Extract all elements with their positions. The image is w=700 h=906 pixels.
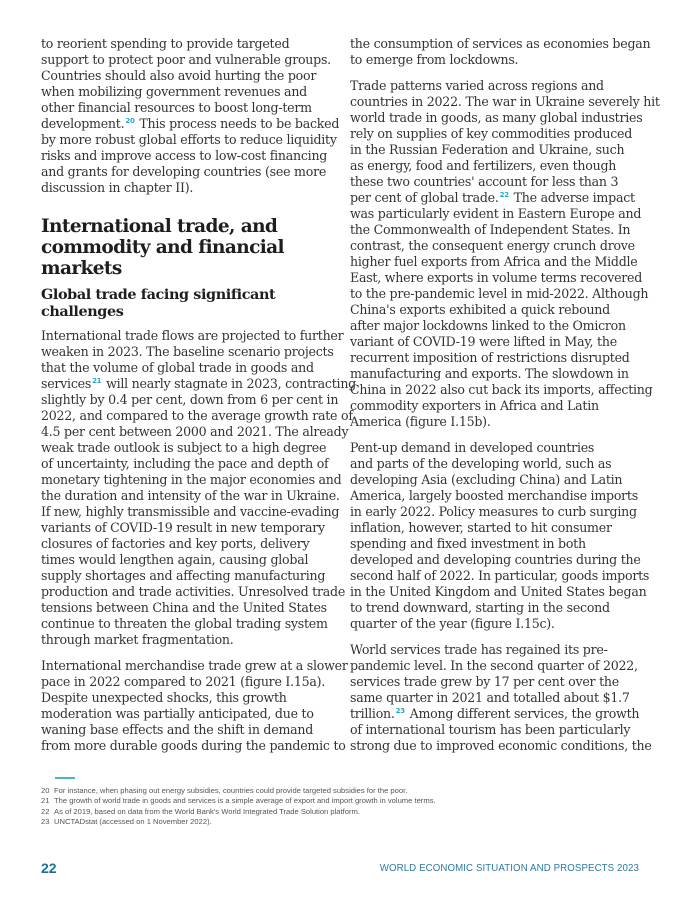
running-title: WORLD ECONOMIC SITUATION AND PROSPECTS 2023: [379, 863, 639, 874]
text-line: 4.5 per cent between 2000 and 2021. The already: [41, 424, 349, 439]
text-line: to the pre-pandemic level in mid-2022. Although: [350, 286, 649, 301]
footnote-ref-21[interactable]: 21: [92, 376, 102, 385]
footnote-20: [41, 786, 641, 796]
text-line: This process needs to be backed: [135, 116, 340, 131]
text-line: weaken in 2023. The baseline scenario projects: [41, 344, 334, 359]
heading-line: markets: [41, 258, 122, 279]
paragraph-trade-patterns: [350, 78, 660, 430]
text-line: variant of COVID-19 were lifted in May, the: [350, 334, 617, 349]
text-line: If new, highly transmissible and vaccine-evading: [41, 504, 340, 519]
footnote-21: [41, 796, 641, 806]
text-line: East, where exports in volume terms recovered: [350, 270, 643, 285]
text-line: as energy, food and fertilizers, even though: [350, 158, 617, 173]
text-line: by more robust global efforts to reduce liquidity: [41, 132, 337, 147]
text-line: development.: [41, 116, 125, 131]
text-line: commodity exporters in Africa and Latin: [350, 398, 599, 413]
text-line: developed and developing countries during the: [350, 552, 641, 567]
text-line: same quarter in 2021 and totalled about $1.7: [350, 690, 630, 705]
footnote-number: 23: [41, 816, 50, 826]
text-line: to emerge from lockdowns.: [350, 52, 519, 67]
text-line: Among different services, the growth: [405, 706, 640, 721]
text-line: in the Russian Federation and Ukraine, such: [350, 142, 625, 157]
text-line: when mobilizing government revenues and: [41, 84, 307, 99]
text-line: times would lengthen again, causing global: [41, 552, 309, 567]
subsection-title: [41, 286, 341, 320]
footnote-text: UNCTADstat (accessed on 1 November 2022).: [54, 816, 212, 826]
text-line: to trend downward, starting in the second: [350, 600, 610, 615]
text-line: production and trade activities. Unresolved trade: [41, 584, 346, 599]
text-line: to reorient spending to provide targeted: [41, 36, 290, 51]
text-line: America (figure I.15b).: [350, 414, 491, 429]
footnote-22: [41, 807, 641, 817]
footnote-divider: [55, 777, 75, 779]
text-line: The adverse impact: [509, 190, 635, 205]
text-line: of uncertainty, including the pace and depth of: [41, 456, 329, 471]
text-line: and grants for developing countries (see more: [41, 164, 327, 179]
text-line: 2022, and compared to the average growth rate of: [41, 408, 353, 423]
text-line: slightly by 0.4 per cent, down from 6 per cent in: [41, 392, 339, 407]
footnote-text: The growth of world trade in goods and services is a simple average of export and import growth in volume terms.: [54, 796, 436, 806]
text-line: China in 2022 also cut back its imports, affecting: [350, 382, 653, 397]
text-line: closures of factories and key ports, delivery: [41, 536, 310, 551]
heading-line: commodity and financial: [41, 237, 284, 258]
paragraph-services-trade: [350, 642, 650, 754]
text-line: International trade flows are projected to further: [41, 328, 344, 343]
text-line: support to protect poor and vulnerable groups.: [41, 52, 331, 67]
text-line: from more durable goods during the pandemic to: [41, 738, 346, 753]
text-line: Pent-up demand in developed countries: [350, 440, 595, 455]
paragraph-policy-continuation: [41, 36, 341, 196]
text-line: through market fragmentation.: [41, 632, 234, 647]
text-line: manufacturing and exports. The slowdown in: [350, 366, 629, 381]
paragraph-trade-outlook: [41, 328, 356, 648]
text-line: of international tourism has been particularly: [350, 722, 631, 737]
footnote-ref-22[interactable]: 22: [499, 190, 509, 199]
text-line: second half of 2022. In particular, goods imports: [350, 568, 650, 583]
text-line: trillion.: [350, 706, 395, 721]
text-line: Trade patterns varied across regions and: [350, 78, 604, 93]
text-line: other financial resources to boost long-term: [41, 100, 312, 115]
text-line: per cent of global trade.: [350, 190, 499, 205]
text-line: Countries should also avoid hurting the poor: [41, 68, 317, 83]
text-line: quarter of the year (figure I.15c).: [350, 616, 555, 631]
footnote-text: For instance, when phasing out energy subsidies, countries could provide targeted subsidies for the poor.: [54, 786, 408, 795]
text-line: services: [41, 376, 92, 391]
text-line: countries in 2022. The war in Ukraine severely hit: [350, 94, 660, 109]
text-line: spending and fixed investment in both: [350, 536, 586, 551]
text-line: risks and improve access to low-cost financing: [41, 148, 328, 163]
text-line: recurrent imposition of restrictions disrupted: [350, 350, 630, 365]
section-title: [41, 216, 341, 279]
page-number: 22: [41, 860, 57, 876]
text-line: in the United Kingdom and United States began: [350, 584, 647, 599]
text-line: World services trade has regained its pre-: [350, 642, 608, 657]
text-line: will nearly stagnate in 2023, contracting: [102, 376, 356, 391]
text-line: the duration and intensity of the war in Ukraine.: [41, 488, 340, 503]
text-line: and parts of the developing world, such as: [350, 456, 612, 471]
text-line: Despite unexpected shocks, this growth: [41, 690, 287, 705]
text-line: discussion in chapter II).: [41, 180, 194, 195]
text-line: moderation was partially anticipated, due to: [41, 706, 314, 721]
text-line: strong due to improved economic conditions, the: [350, 738, 652, 753]
text-line: weak trade outlook is subject to a high degree: [41, 440, 327, 455]
text-line: was particularly evident in Eastern Europe and: [350, 206, 642, 221]
footnote-number: 20: [41, 786, 50, 795]
text-line: variants of COVID-19 result in new temporary: [41, 520, 325, 535]
text-line: China's exports exhibited a quick rebound: [350, 302, 610, 317]
heading-line: Global trade facing significant: [41, 286, 276, 303]
text-line: waning base effects and the shift in demand: [41, 722, 314, 737]
text-line: supply shortages and affecting manufacturing: [41, 568, 326, 583]
text-line: tensions between China and the United States: [41, 600, 327, 615]
footnote-number: 22: [41, 806, 50, 816]
text-line: that the volume of global trade in goods and: [41, 360, 314, 375]
text-line: pace in 2022 compared to 2021 (figure I.15a).: [41, 674, 326, 689]
text-line: in early 2022. Policy measures to curb surging: [350, 504, 637, 519]
text-line: after major lockdowns linked to the Omicron: [350, 318, 626, 333]
text-line: contrast, the consequent energy crunch drove: [350, 238, 635, 253]
heading-line: International trade, and: [41, 216, 278, 237]
paragraph-pent-up-demand: [350, 440, 650, 632]
paragraph-merchandise-trade: [41, 658, 348, 754]
footnote-number: 21: [41, 796, 50, 806]
footnote-ref-23[interactable]: 23: [395, 706, 405, 715]
text-line: America, largely boosted merchandise imports: [350, 488, 638, 503]
footnote-23: [41, 817, 641, 827]
text-line: pandemic level. In the second quarter of 2022,: [350, 658, 638, 673]
text-line: International merchandise trade grew at a slower: [41, 658, 348, 673]
text-line: developing Asia (excluding China) and Latin: [350, 472, 623, 487]
paragraph-services-consumption: [350, 36, 650, 68]
left-column: [41, 36, 356, 764]
footnote-text: As of 2019, based on data from the World Bank's World Integrated Trade Solution platform.: [54, 806, 360, 816]
text-line: world trade in goods, as many global industries: [350, 110, 643, 125]
right-column: [350, 36, 660, 764]
footnote-ref-20[interactable]: 20: [125, 116, 135, 125]
text-line: monetary tightening in the major economies and: [41, 472, 342, 487]
heading-line: challenges: [41, 303, 124, 320]
text-line: inflation, however, started to hit consumer: [350, 520, 612, 535]
text-line: the consumption of services as economies began: [350, 36, 651, 51]
footnotes: [41, 786, 641, 827]
text-line: services trade grew by 17 per cent over the: [350, 674, 619, 689]
text-line: continue to threaten the global trading system: [41, 616, 328, 631]
text-line: the Commonwealth of Independent States. In: [350, 222, 631, 237]
text-line: higher fuel exports from Africa and the Middle: [350, 254, 638, 269]
text-line: these two countries' account for less than 3: [350, 174, 619, 189]
text-line: rely on supplies of key commodities produced: [350, 126, 633, 141]
